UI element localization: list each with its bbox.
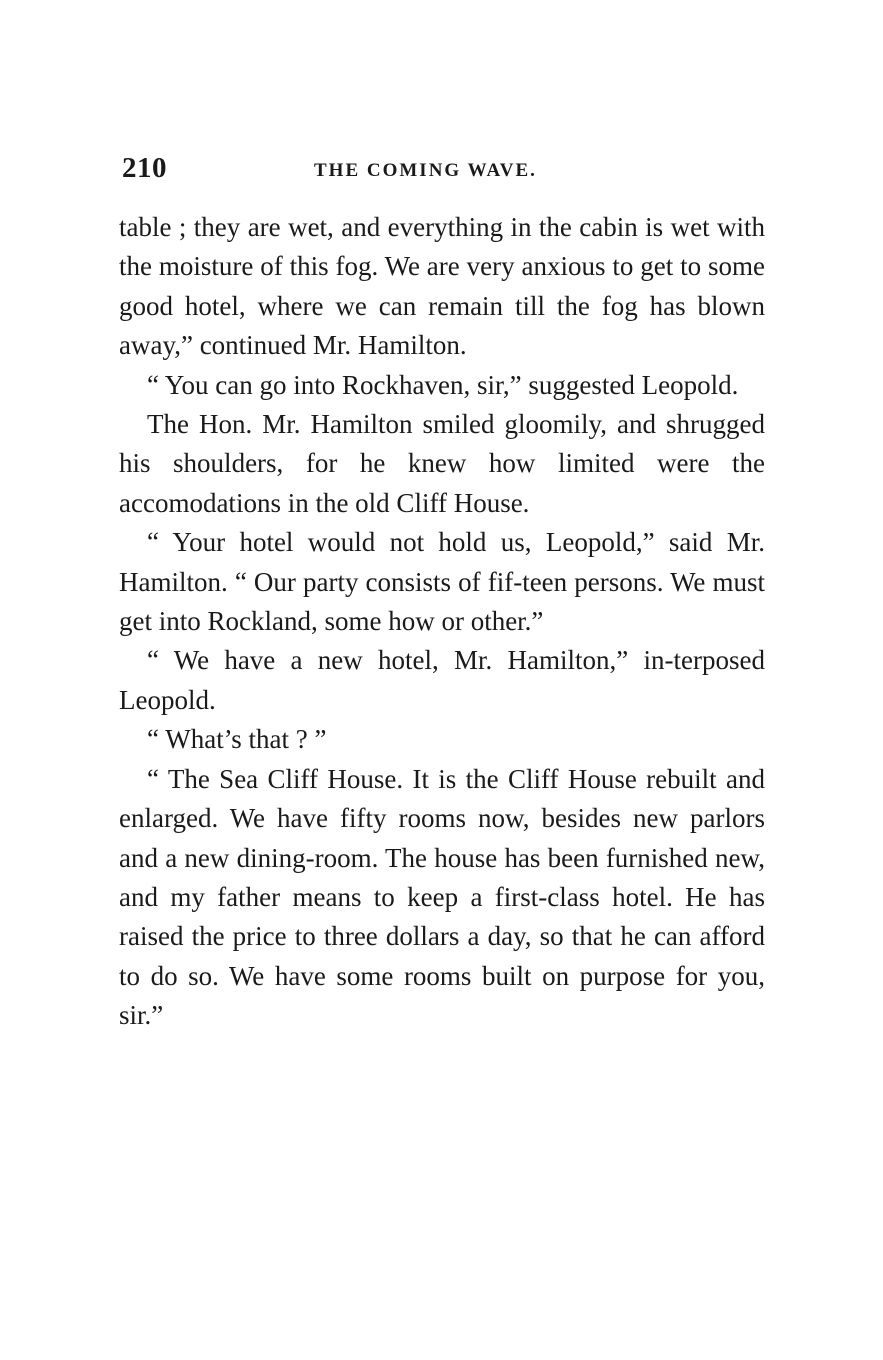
paragraph: “ You can go into Rockhaven, sir,” suggested Leopold. <box>147 369 739 400</box>
paragraph: “ The Sea Cliff House. It is the Cliff House rebuilt and enlarged. We have fifty rooms now, besides new parlors and a new dining-room. The house has been furnished new, and my father means to keep a first-class hotel. He has raised the price to three dollars a day, so that he can afford to do so. We have some rooms built on purpose for you, sir.” <box>119 763 765 1031</box>
paragraph: “ Your hotel would not hold us, Leopold,” said Mr. Hamilton. “ Our party consists of fif-teen persons. We must get into Rockland, some how or other.” <box>119 527 765 637</box>
page-number: 210 <box>122 152 167 184</box>
page-header <box>122 152 764 192</box>
paragraph: The Hon. Mr. Hamilton smiled gloomily, and shrugged his shoulders, for he knew how limited were the accomodations in the old Cliff House. <box>119 409 765 518</box>
paragraph: “ What’s that ? ” <box>147 724 327 755</box>
body-text <box>119 208 765 1036</box>
paragraph: “ We have a new hotel, Mr. Hamilton,” in-terposed Leopold. <box>119 645 765 715</box>
running-title: THE COMING WAVE. <box>314 160 537 181</box>
paragraph: table ; they are wet, and everything in the cabin is wet with the moisture of this fog. We are very anxious to get to some good hotel, where we can remain till the fog has blown away,” continued Mr. Hamilton. <box>119 212 765 361</box>
